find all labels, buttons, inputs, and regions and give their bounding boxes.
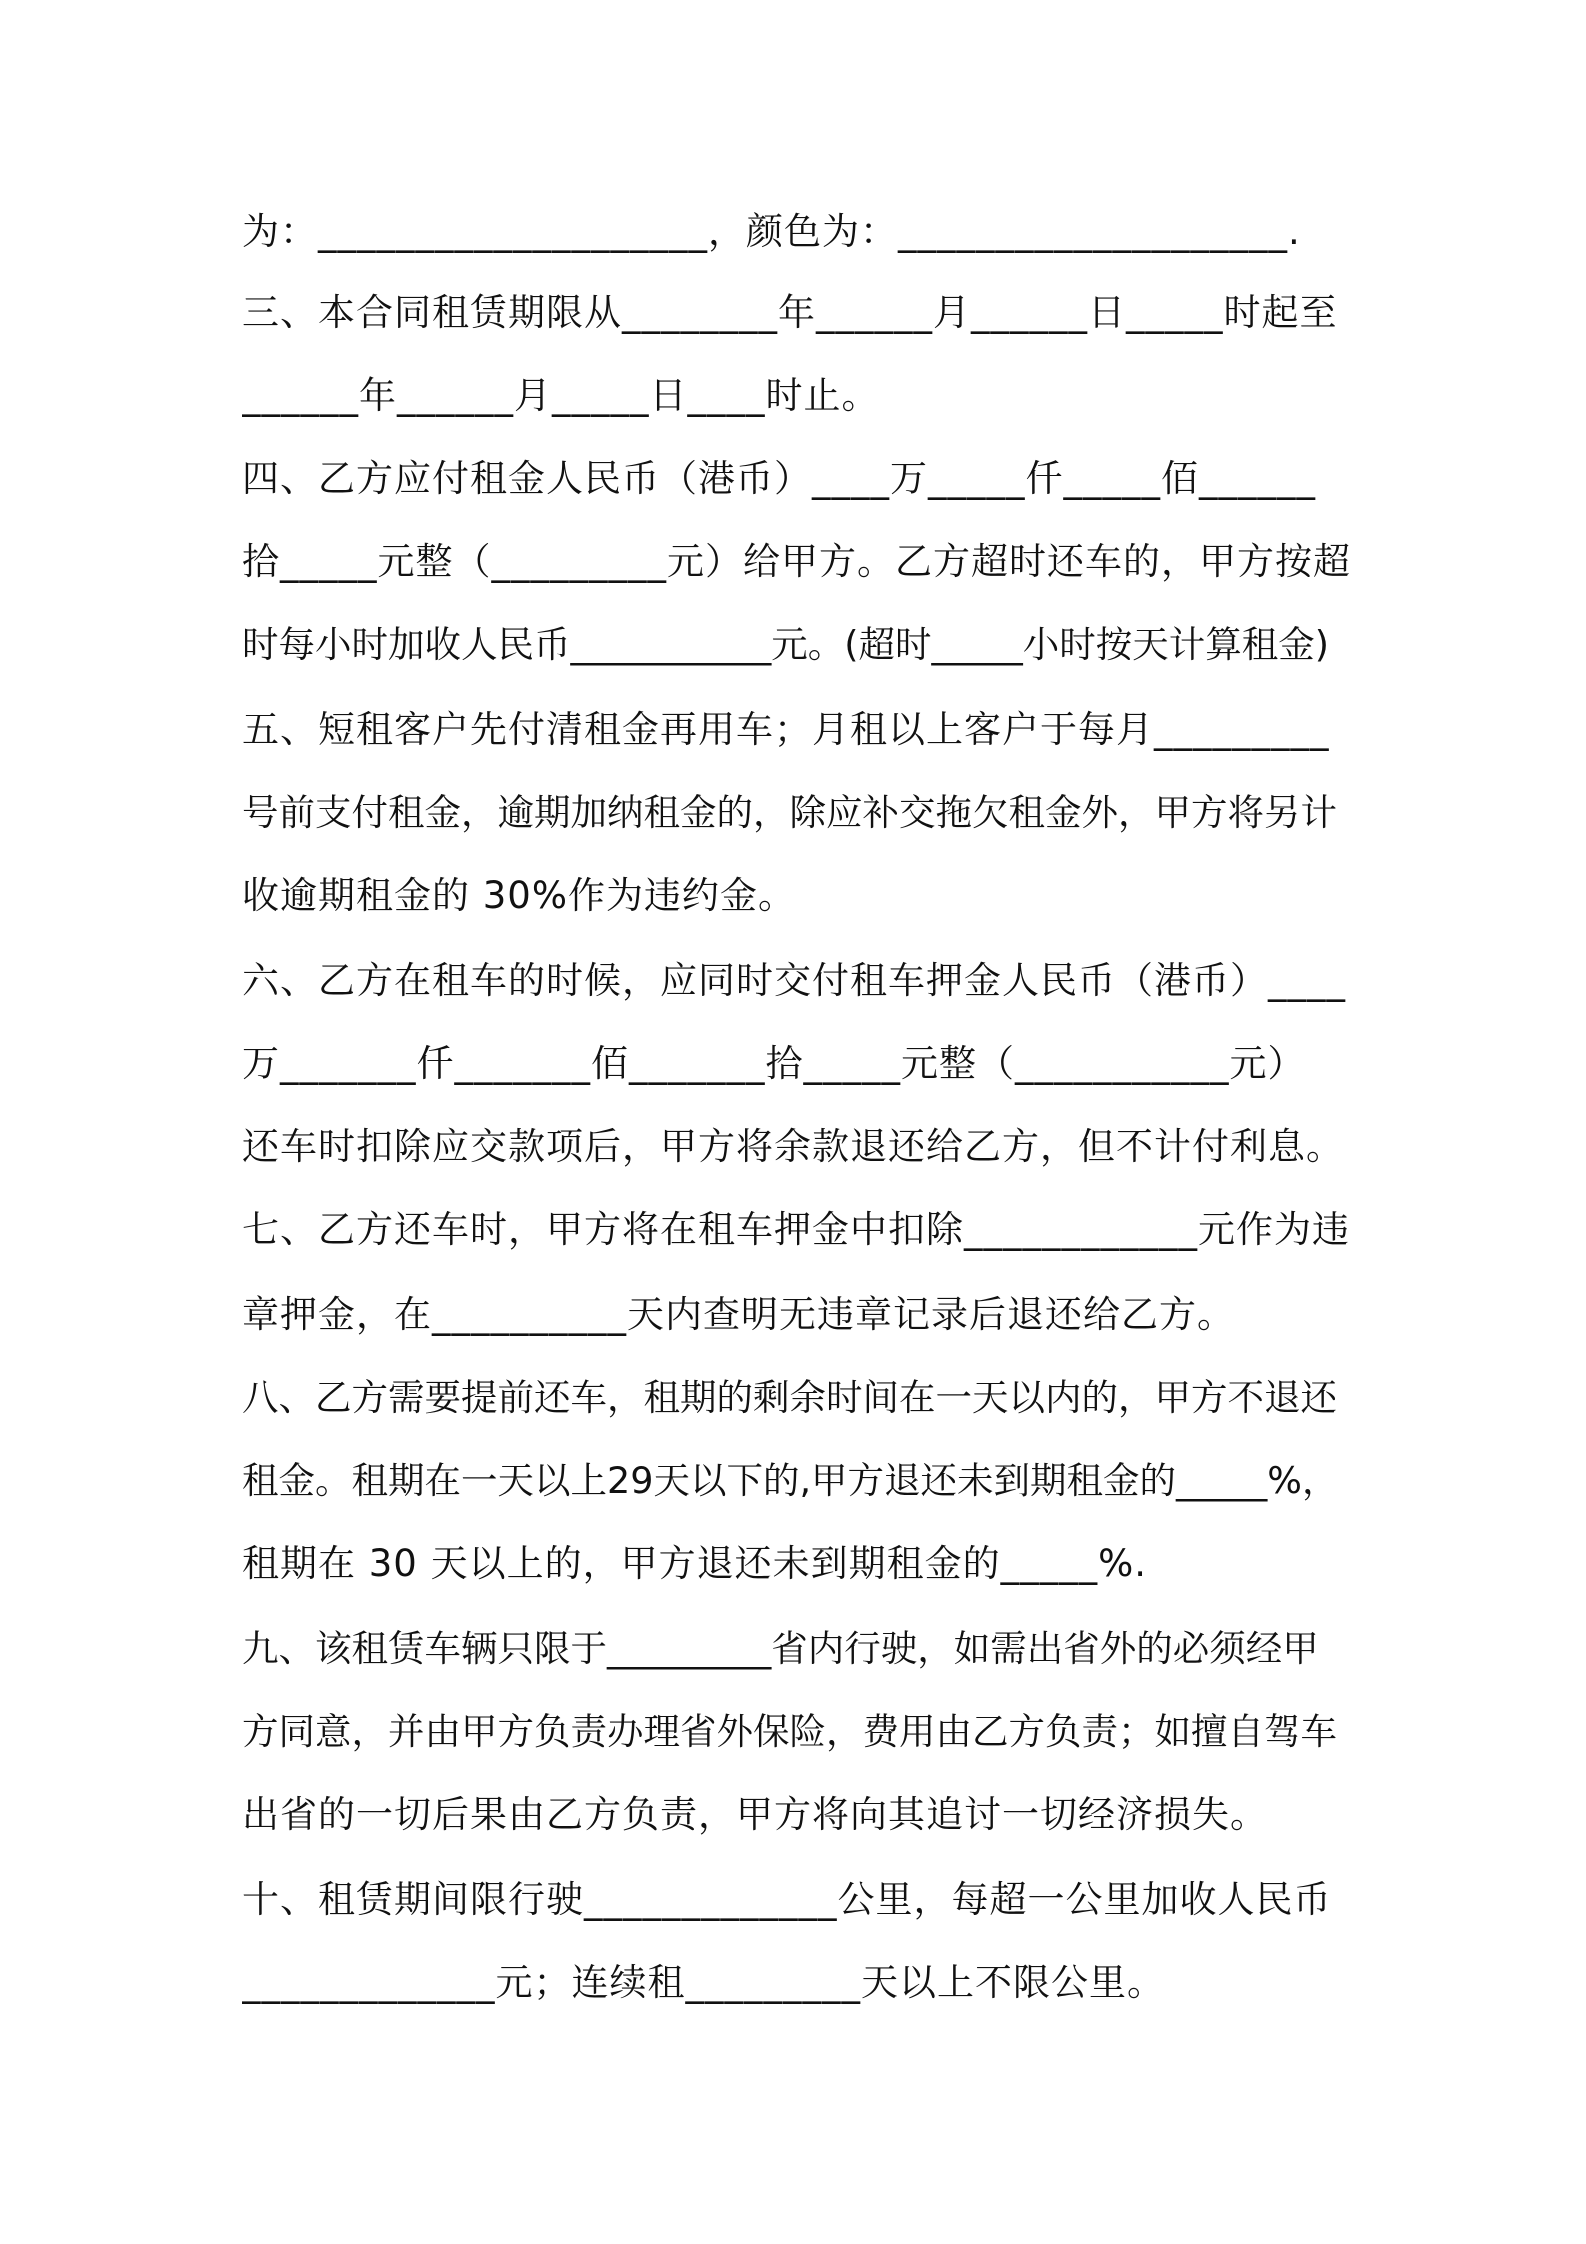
- text-line-16: 租金。租期在一天以上29天以下的,甲方退还未到期租金的_____%，: [242, 1459, 1339, 1502]
- text-line-4: 四、乙方应付租金人民币（港币）____万_____仟_____佰______: [242, 457, 1316, 500]
- text-line-1: 为：____________________，颜色为：____________________.: [242, 210, 1301, 253]
- text-line-7: 五、短租客户先付清租金再用车；月租以上客户于每月_________: [242, 708, 1330, 751]
- text-line-18: 九、该租赁车辆只限于_________省内行驶，如需出省外的必须经甲: [242, 1627, 1319, 1670]
- text-line-2: 三、本合同租赁期限从________年______月______日_____时起至: [242, 291, 1338, 334]
- text-line-19: 方同意，并由甲方负责办理省外保险，费用由乙方负责；如擅自驾车: [242, 1710, 1337, 1753]
- text-line-11: 万_______仟_______佰_______拾_____元整（___________元）: [242, 1042, 1306, 1085]
- text-line-13: 七、乙方还车时，甲方将在租车押金中扣除____________元作为违: [242, 1208, 1350, 1251]
- text-line-20: 出省的一切后果由乙方负责，甲方将向其追讨一切经济损失。: [242, 1793, 1268, 1836]
- text-line-9: 收逾期租金的 30%作为违约金。: [242, 874, 796, 917]
- text-line-8: 号前支付租金，逾期加纳租金的，除应补交拖欠租金外，甲方将另计: [242, 791, 1337, 834]
- text-line-6: 时每小时加收人民币___________元。(超时_____小时按天计算租金): [242, 623, 1329, 666]
- text-line-14: 章押金，在__________天内查明无违章记录后退还给乙方。: [242, 1293, 1235, 1336]
- text-line-15: 八、乙方需要提前还车，租期的剩余时间在一天以内的，甲方不退还: [242, 1376, 1337, 1419]
- text-line-10: 六、乙方在租车的时候，应同时交付租车押金人民币（港币）____: [242, 959, 1346, 1002]
- text-line-22: _____________元；连续租_________天以上不限公里。: [242, 1961, 1165, 2004]
- text-line-5: 拾_____元整（_________元）给甲方。乙方超时还车的，甲方按超: [242, 540, 1351, 583]
- text-line-12: 还车时扣除应交款项后，甲方将余款退还给乙方，但不计付利息。: [242, 1125, 1344, 1168]
- text-line-21: 十、租赁期间限行驶_____________公里，每超一公里加收人民币: [242, 1878, 1332, 1921]
- text-line-17: 租期在 30 天以上的，甲方退还未到期租金的_____%.: [242, 1542, 1148, 1585]
- text-line-3: ______年______月_____日____时止。: [242, 374, 880, 417]
